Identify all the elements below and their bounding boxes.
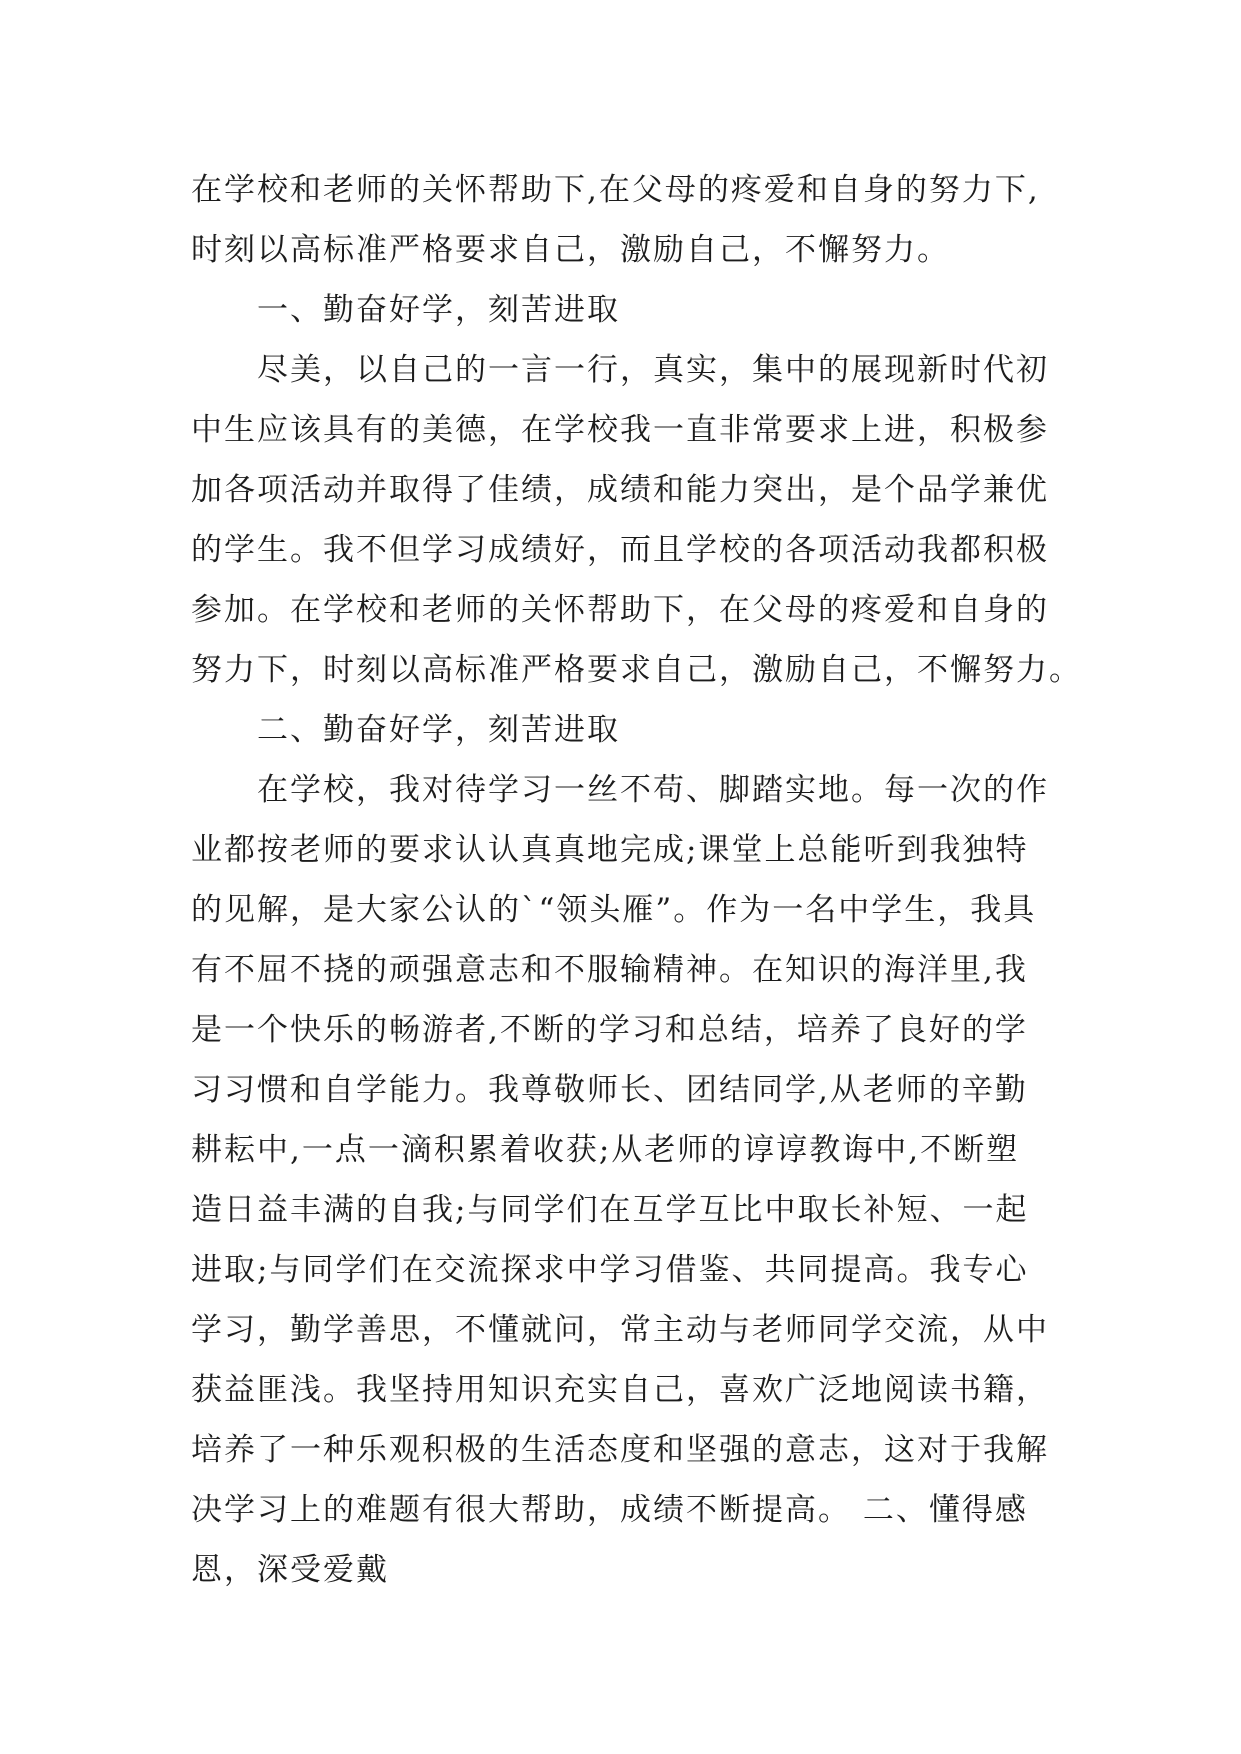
section-heading-1: 一、勤奋好学，刻苦进取 [191, 292, 620, 328]
text-line: 参加。在学校和老师的关怀帮助下，在父母的疼爱和自身的 [191, 592, 1049, 628]
text-line: 获益匪浅。我坚持用知识充实自己，喜欢广泛地阅读书籍， [191, 1372, 1049, 1408]
text-line: 的学生。我不但学习成绩好，而且学校的各项活动我都积极 [191, 532, 1049, 568]
text-line: 恩，深受爱戴 [191, 1552, 389, 1588]
text-line: 时刻以高标准严格要求自己，激励自己，不懈努力。 [191, 232, 950, 268]
text-line: 培养了一种乐观积极的生活态度和坚强的意志，这对于我解 [191, 1432, 1049, 1468]
text-line: 学习，勤学善思，不懂就问，常主动与老师同学交流，从中 [191, 1312, 1049, 1348]
text-line: 耕耘中,一点一滴积累着收获;从老师的谆谆教诲中,不断塑 [191, 1132, 1020, 1168]
text-line: 努力下，时刻以高标准严格要求自己，激励自己，不懈努力。 [191, 652, 1082, 688]
text-line: 造日益丰满的自我;与同学们在互学互比中取长补短、一起 [191, 1192, 1029, 1228]
text-line: 进取;与同学们在交流探求中学习借鉴、共同提高。我专心 [191, 1252, 1029, 1288]
text-line: 决学习上的难题有很大帮助，成绩不断提高。 二、懂得感 [191, 1492, 1028, 1528]
text-line: 在学校，我对待学习一丝不苟、脚踏实地。每一次的作 [191, 772, 1049, 808]
text-line: 中生应该具有的美德，在学校我一直非常要求上进，积极参 [191, 412, 1049, 448]
document-body [191, 160, 1091, 1600]
text-line: 是一个快乐的畅游者,不断的学习和总结，培养了良好的学 [191, 1012, 1028, 1048]
text-line: 尽美，以自己的一言一行，真实，集中的展现新时代初 [191, 352, 1049, 388]
text-line: 在学校和老师的关怀帮助下,在父母的疼爱和自身的努力下, [191, 172, 1040, 208]
text-line: 加各项活动并取得了佳绩，成绩和能力突出，是个品学兼优 [191, 472, 1049, 508]
text-line: 的见解，是大家公认的`“领头雁”。作为一名中学生，我具 [191, 892, 1037, 928]
text-line: 习习惯和自学能力。我尊敬师长、团结同学,从老师的辛勤 [191, 1072, 1028, 1108]
section-heading-2: 二、勤奋好学，刻苦进取 [191, 712, 620, 748]
text-line: 业都按老师的要求认认真真地完成;课堂上总能听到我独特 [191, 832, 1029, 868]
text-line: 有不屈不挠的顽强意志和不服输精神。在知识的海洋里,我 [191, 952, 1028, 988]
